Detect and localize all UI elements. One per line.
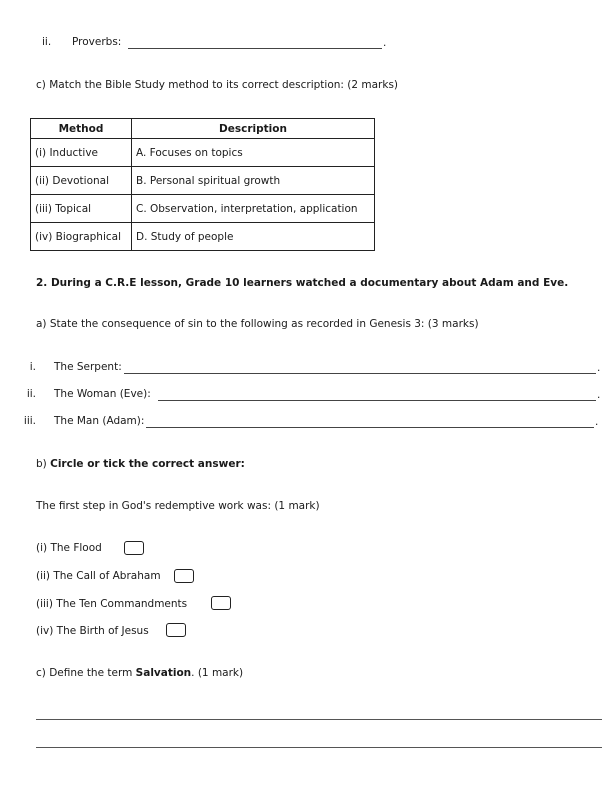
method-cell: (iii) Topical xyxy=(31,195,132,223)
table-row xyxy=(31,223,375,251)
part-b-prefix: b) xyxy=(36,458,47,470)
method-cell: (iv) Biographical xyxy=(31,223,132,251)
item-numeral: iii. xyxy=(23,415,36,427)
matching-table xyxy=(30,118,375,251)
part-c-prefix: c) Define the term xyxy=(36,667,136,679)
salvation-term: Salvation xyxy=(135,667,192,679)
option-checkbox[interactable] xyxy=(166,623,186,637)
part-a-question: a) State the consequence of sin to the following as recorded in Genesis 3: (3 marks) xyxy=(36,318,479,330)
description-cell: A. Focuses on topics xyxy=(132,139,375,167)
item-numeral: ii. xyxy=(42,36,52,48)
description-cell: B. Personal spiritual growth xyxy=(132,167,375,195)
option-checkbox[interactable] xyxy=(124,541,144,555)
option-label: (iii) The Ten Commandments xyxy=(36,598,188,610)
option-label: (i) The Flood xyxy=(36,542,102,554)
woman-answer-line[interactable] xyxy=(158,400,596,401)
man-label: The Man (Adam): xyxy=(54,415,145,427)
part-c-suffix: . (1 mark) xyxy=(191,667,244,679)
proverbs-answer-line[interactable] xyxy=(128,48,382,49)
serpent-answer-line[interactable] xyxy=(124,373,596,374)
answer-line[interactable] xyxy=(36,719,602,720)
part-b-question: The first step in God's redemptive work was: (1 mark) xyxy=(36,500,320,512)
part-c-definition-question xyxy=(36,667,243,679)
item-numeral: ii. xyxy=(26,388,36,400)
table-header-row xyxy=(31,119,375,139)
header-method: Method xyxy=(31,119,132,139)
option-label: (ii) The Call of Abraham xyxy=(36,570,161,582)
description-cell: D. Study of people xyxy=(132,223,375,251)
proverbs-label: Proverbs: xyxy=(72,36,122,48)
serpent-label: The Serpent: xyxy=(54,361,122,373)
option-checkbox[interactable] xyxy=(174,569,194,583)
table-row xyxy=(31,195,375,223)
line-end-period: . xyxy=(383,37,387,49)
man-answer-line[interactable] xyxy=(146,427,594,428)
method-cell: (ii) Devotional xyxy=(31,167,132,195)
part-b-instruction xyxy=(36,458,245,470)
line-end-period: . xyxy=(597,362,601,374)
item-numeral: i. xyxy=(29,361,36,373)
line-end-period: . xyxy=(595,416,599,428)
question-2-heading: 2. During a C.R.E lesson, Grade 10 learners watched a documentary about Adam and Eve. xyxy=(36,277,569,289)
method-cell: (i) Inductive xyxy=(31,139,132,167)
option-label: (iv) The Birth of Jesus xyxy=(36,625,149,637)
header-description: Description xyxy=(132,119,375,139)
option-checkbox[interactable] xyxy=(211,596,231,610)
answer-line[interactable] xyxy=(36,747,602,748)
woman-label: The Woman (Eve): xyxy=(54,388,151,400)
line-end-period: . xyxy=(597,389,601,401)
table-row xyxy=(31,167,375,195)
part-b-bold-text: Circle or tick the correct answer: xyxy=(50,458,245,470)
description-cell: C. Observation, interpretation, application xyxy=(132,195,375,223)
table-row xyxy=(31,139,375,167)
part-c-question: c) Match the Bible Study method to its correct description: (2 marks) xyxy=(36,79,399,91)
